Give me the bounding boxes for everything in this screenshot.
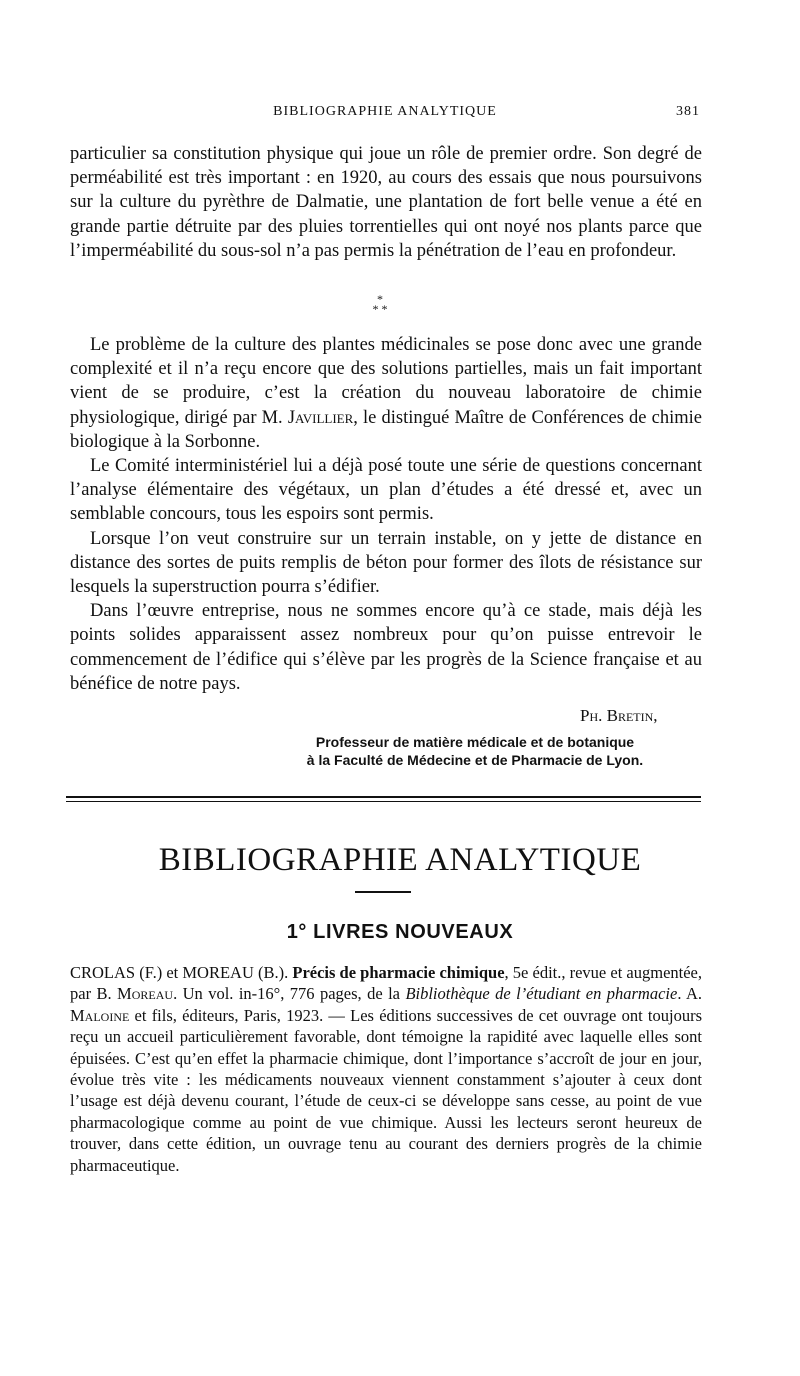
paragraph-oeuvre: Dans l’œuvre entreprise, nous ne sommes encore qu’à ce stade, mais déjà les points solides apparaissent assez nombreux pour qu’on puisse entrevoir le commencement de l’édifice qui s’élève par les progrès de la Science française et au bénéfice de notre pays. <box>70 601 702 694</box>
entry-volume: . Un vol. in-16°, 776 pages, de la <box>173 984 406 1004</box>
para2-text-a: Le problème de la culture des plantes médicinales se pose donc avec une grande complexité et il n’a reçu encore que des solutions partielles, mais un fait important vient de se produire, c’est la création du nouveau laboratoire de chimie physiologique, dirigé par M. <box>70 335 702 428</box>
section-title: BIBLIOGRAPHIE ANALYTIQUE <box>158 842 642 878</box>
paragraph-continuation: particulier sa constitution physique qui joue un rôle de premier ordre. Son degré de perméabilité est très important : en 1920, au cours des essais que nous poursuivons sur la culture du pyrèthre de Dalmatie, une plantation de fort belle venue a été en grande partie détruite par des pluies torrentielles qui ont noyé nos plants parce que l’imperméabilité du sous-sol n’a pas permis la pénétration de l’eau en profondeur. <box>70 144 702 261</box>
para2-text-b: , le distingué Maître de Conférences de chimie biologique à la Sorbonne. <box>70 407 702 452</box>
section-divider <box>66 796 701 802</box>
entry-authors: CROLAS (F.) et MOREAU (B.). <box>70 963 293 982</box>
entry-review: Les éditions successives de cet ouvrage ont toujours reçu un accueil particulièrement favorable, dont témoigne la rapidité avec laquelle elles sont épuisées. C’est qu’en effet la pharmacie chimique, dont l’importance s’accroît de jour en jour, évolue très vite : les médicaments nouveaux viennent constamment s’ajouter à ceux dont l’usage est déjà devenu courant, l’étude de ceux-ci se développe sans cesse, au point de vue pharmacologique comme au point de vue chimique. Aussi les lecteurs seront heureux de trouver, dans cette édition, un ouvrage tenu au courant des derniers progrès de la chimie pharmaceutique. <box>70 1005 702 1175</box>
asterism-top: * <box>377 292 383 306</box>
author-signature: Ph. Bretin, <box>580 706 658 725</box>
running-head <box>70 104 700 126</box>
asterism-separator <box>360 294 400 324</box>
article-body <box>70 333 702 696</box>
person-name: Javillier <box>287 407 354 428</box>
article-paragraph <box>70 142 702 263</box>
entry-reviser: Moreau <box>117 984 174 1004</box>
affiliation-line-1: Professeur de matière médicale et de botanique <box>315 734 635 750</box>
author-affiliation <box>250 733 700 769</box>
title-underline <box>355 891 411 893</box>
page-number: 381 <box>676 104 700 119</box>
paragraph-comite: Le Comité interministériel lui a déjà posé toute une série de questions concernant l’analyse élémentaire des végétaux, un plan d’études a été dressé et, avec un semblable concours, tous les espoirs sont permis. <box>70 456 702 525</box>
entry-title: Précis de pharmacie chimique <box>292 963 505 982</box>
entry-series: Bibliothèque de l’étudiant en pharmacie <box>405 984 678 1004</box>
asterism-bottom: * * <box>372 302 388 316</box>
entry-publisher: Maloine <box>70 1005 130 1025</box>
entry-edition: , 5e édit., revue et augmentée, par B. <box>70 963 703 1004</box>
affiliation-line-2: à la Faculté de Médecine et de Pharmacie de Lyon. <box>306 752 644 768</box>
entry-publisher-prefix: . A. <box>677 984 702 1004</box>
bibliography-entry <box>70 962 702 1176</box>
entry-publisher-suffix: et fils, éditeurs, Paris, 1923. — <box>129 1005 351 1025</box>
running-title: BIBLIOGRAPHIE ANALYTIQUE <box>273 104 497 119</box>
paragraph-culture <box>70 333 702 454</box>
paragraph-terrain: Lorsque l’on veut construire sur un terrain instable, on y jette de distance en distance des sortes de puits remplis de béton pour former des îlots de résistance sur lesquels la superstruction pourra s’édifier. <box>70 528 702 598</box>
subsection-title: 1° LIVRES NOUVEAUX <box>286 921 514 943</box>
